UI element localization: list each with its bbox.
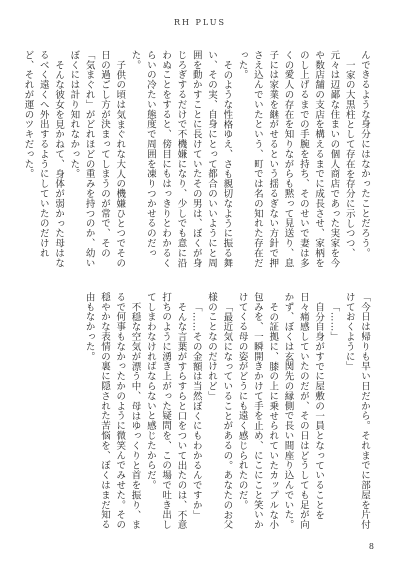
paragraph: 一家の大黒柱として存在を存分に示しつつ、元々は辺鄙な住まいの個人商店であった実家を今や数店舗の支店を構えるまでに成長させ、家柄をのし上げるまでの手腕を持ち、そのせいで妻は多くの愛人の存在を知りながらも黙って見送り、息子には家業を継がせるという揺るぎない方針で押さえ込んでいたという、町では名の知れた存在だった。	[236, 50, 355, 268]
paragraph: そのような性格ゆえ、さも親切なように振る舞い、その実、自身にとって都合のいいようにと周囲を動かすことに長けていたその男は、ぼくが身じろぎするだけで不機嫌になり、少しでも意に沿わぬことをすると、傍目にもはっきりとわかるくらいの冷たい態度で周囲を凍りつかせるのだった。	[129, 50, 233, 268]
paragraph: 「今日は帰りも早い日だから。それまでに部屋を片付けておくように」	[343, 292, 370, 530]
text-block-top	[22, 50, 372, 276]
paragraph: 「最近気になっていることがあるの。あなたのお父様のことなのだけれど」	[206, 292, 233, 530]
paragraph: んできるような身分にはなかったことだろう。	[359, 50, 370, 258]
paragraph: 自分自身がすでに屋敷の一員となっていることを日々痛感していたのだが、その日はどうしても足が向かず、ぼくは玄関先の縁側で長い間座り込んでいた。	[282, 292, 325, 530]
paragraph: 「……その金額は当然ぼくにもわかるんですか」	[190, 301, 202, 520]
paragraph: そんな彼女を見かねて、身体が弱かった母はなるべく遠くへ外出するようにしていたのだけれど、それが運のツキだった。	[22, 50, 65, 268]
paragraph: そんな言葉がすらすらと口をついて出たのは、不意打ちのように湧き上がった疑問を、この場で吐き出してしまわなければならないと感じたからだ。	[144, 292, 187, 530]
paragraph: 子供の頃は気まぐれな大人の機嫌ひとつでその日の過ごし方が決まってしまうのが常で、その「気まぐれ」がどれほどの重みを持つのか、幼いぼくには計り知れなかった。	[68, 50, 126, 268]
paragraph: 「……」	[328, 301, 340, 342]
paragraph: その証拠に、膝の上に乗せられていたカップルな小包みを、一瞬開きかけて手を止め、にこにこと笑いかけてくる母の姿がどうにも遠く感じられたのだ。	[236, 292, 279, 530]
running-header: RH PLUS	[173, 18, 227, 27]
text-block-bottom	[28, 292, 372, 534]
paragraph: 不穏な空気が漂う中、母はゆっくりと首を振り、まるで何事もなかったかのように微笑んでみせた。その穏やかな表情の裏に隠された苦悩を、ぼくはまだ知る由もなかった。	[83, 292, 141, 530]
page-number: 8	[368, 542, 374, 551]
